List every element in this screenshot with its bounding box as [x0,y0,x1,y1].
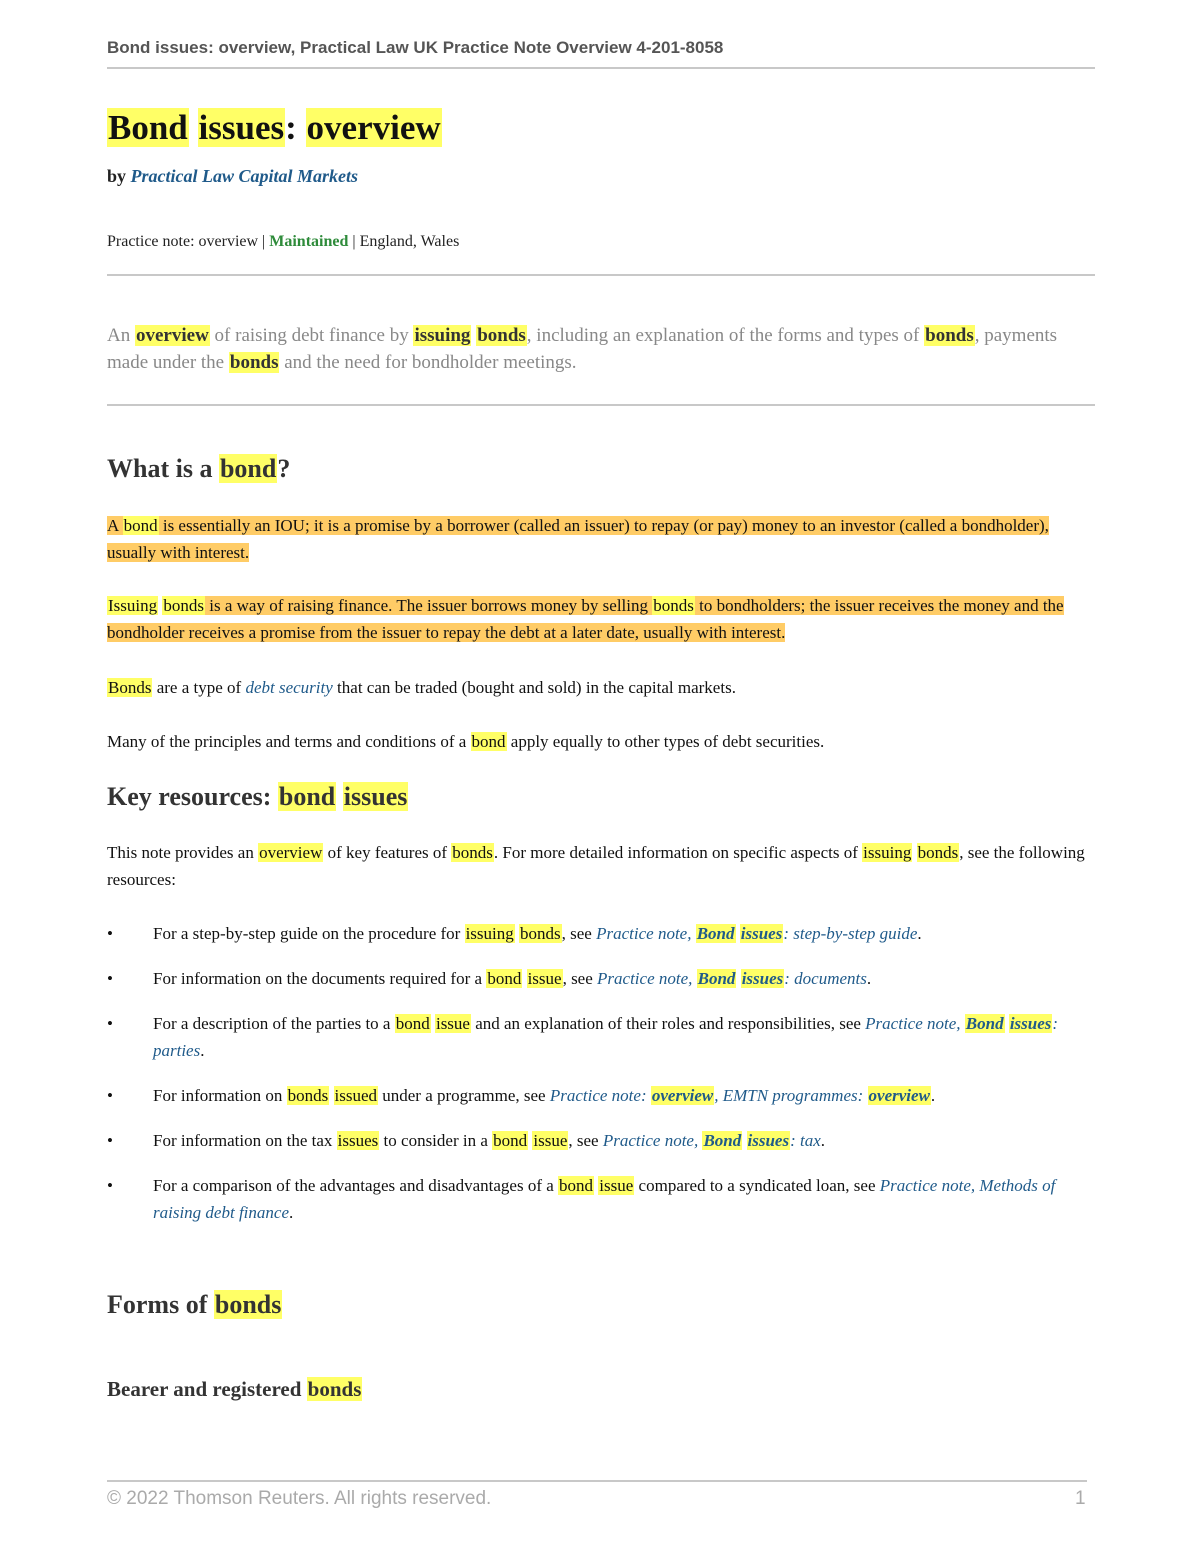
link-emtn-programmes[interactable]: Practice note: overview, EMTN programmes: overview [549,1086,930,1105]
list-item: • For a step-by-step guide on the procedure for issuing bonds, see Practice note, Bond issues: step-by-step guide. [107,920,1097,947]
footer-copyright: © 2022 Thomson Reuters. All rights reserved. [107,1488,492,1509]
link-debt-security[interactable]: debt security [245,678,333,697]
page-number: 1 [1075,1488,1086,1509]
document-meta: Practice note: overview | Maintained | England, Wales [107,233,460,250]
list-item: • For information on the tax issues to consider in a bond issue, see Practice note, Bond issues: tax. [107,1131,826,1150]
author-link[interactable]: Practical Law Capital Markets [130,166,359,186]
section-heading-forms-of-bonds: Forms of bonds [107,1290,282,1319]
title-word-3: overview [306,108,441,147]
paragraph-issuing-bonds: Issuing bonds is a way of raising finance. The issuer borrows money by selling bonds to bondholders; the issuer receives the money and the bondholder receives a promise from the issuer to repay the debt at a later date, usually with interest. [107,596,1064,642]
paragraph-key-intro: This note provides an overview of key features of bonds. For more detailed information on specific aspects of issuing bonds, see the following resources: [107,843,1085,889]
title-word-2: issues [198,108,285,147]
link-tax[interactable]: Practice note, Bond issues: tax [602,1131,821,1150]
bullet: • [107,924,113,943]
key-resources-list [107,920,1097,1244]
paragraph-bond-definition: A bond is essentially an IOU; it is a promise by a borrower (called an issuer) to repay (or pay) money to an investor (called a bondholder), usually with interest. [107,516,1049,562]
footer-divider [107,1480,1087,1482]
link-methods-of-raising-debt-finance[interactable]: Practice note, Methods of raising debt finance [153,1176,1056,1222]
list-item: • For information on bonds issued under a programme, see Practice note: overview, EMTN programmes: overview. [107,1086,936,1105]
title-word-1: Bond [108,108,188,147]
paragraph-principles: Many of the principles and terms and conditions of a bond apply equally to other types of debt securities. [107,732,825,751]
status-badge: Maintained [269,233,349,250]
paragraph-debt-security: Bonds are a type of debt security that can be traded (bought and sold) in the capital markets. [108,678,736,697]
link-parties[interactable]: Practice note, Bond issues: parties [153,1014,1059,1060]
running-header: Bond issues: overview, Practical Law UK Practice Note Overview 4-201-8058 [107,38,724,57]
abstract: An overview of raising debt finance by issuing bonds, including an explanation of the forms and types of bonds, payments made under the bonds and the need for bondholder meetings. [107,325,1058,373]
list-item: • For a comparison of the advantages and disadvantages of a bond issue compared to a syndicated loan, see Practice note, Methods of raising debt finance. [107,1176,1056,1222]
author-line: by Practical Law Capital Markets [107,166,359,186]
subsection-heading-bearer-registered: Bearer and registered bonds [107,1377,362,1401]
header-divider [107,67,1095,69]
list-item: • For information on the documents required for a bond issue, see Practice note, Bond issues: documents. [107,969,872,988]
section-heading-key-resources: Key resources: bond issues [107,782,408,811]
doc-type: Practice note: overview [107,233,259,250]
meta-divider [107,274,1095,276]
link-step-by-step-guide[interactable]: Practice note, Bond issues: step-by-step guide [596,924,918,943]
link-documents[interactable]: Practice note, Bond issues: documents [597,969,867,988]
section-heading-what-is-a-bond: What is a bond? [107,454,291,483]
jurisdiction: England, Wales [359,233,460,250]
document-title: Bond issues: overview [108,108,441,147]
list-item: • For a description of the parties to a bond issue and an explanation of their roles and responsibilities, see Practice note, Bond issues: parties. [107,1014,1059,1060]
abstract-divider [107,404,1095,406]
